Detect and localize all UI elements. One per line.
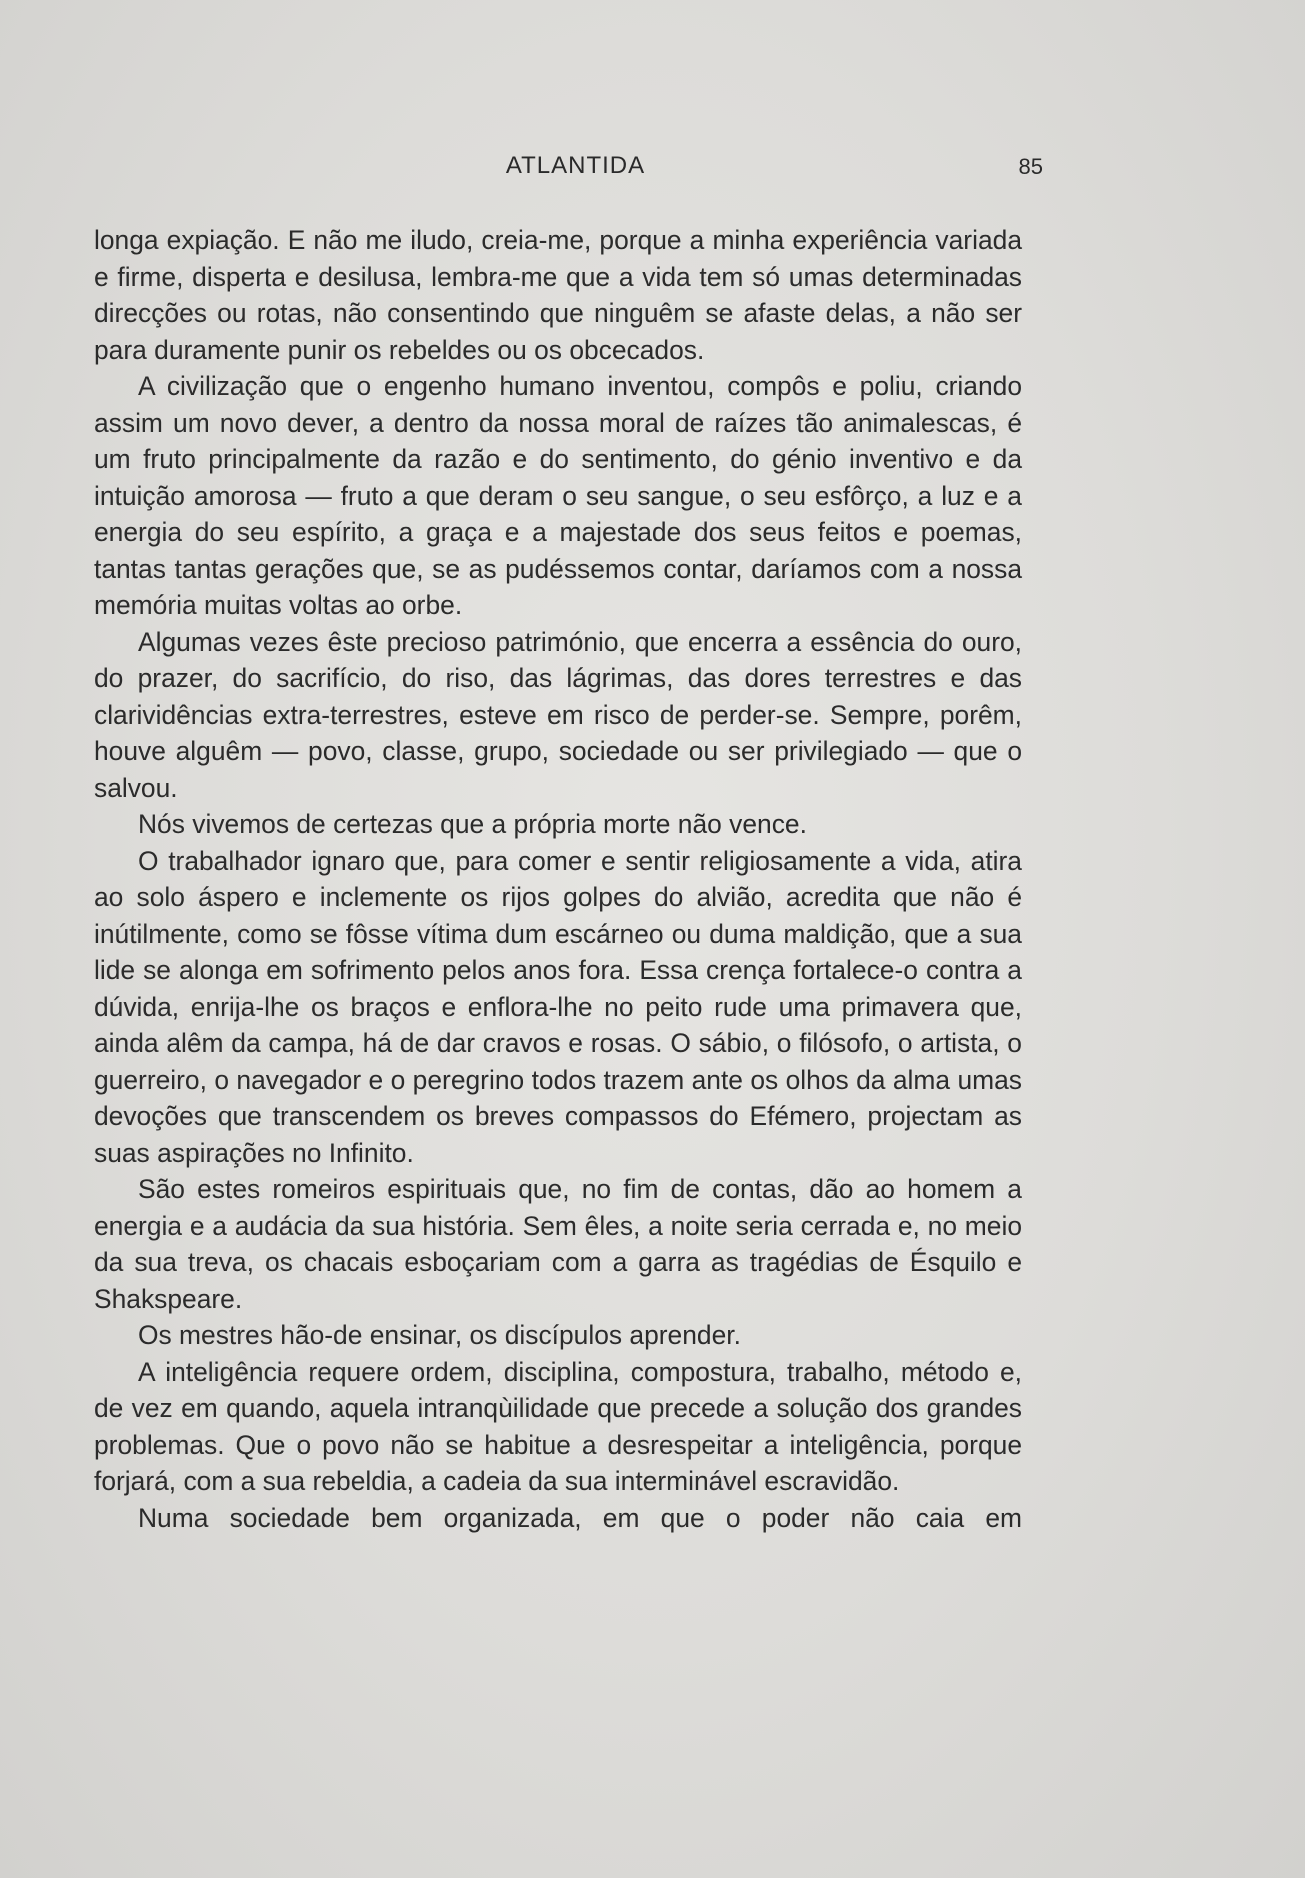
- running-header: [108, 152, 1043, 192]
- paragraph: Algumas vezes êste precioso património, que encerra a essência do ouro, do prazer, do sacrifício, do riso, das lágrimas, das dores terrestres e das clarividências extra-terrestres, esteve em risco de perder-se. Sempre, porêm, houve alguêm — povo, classe, grupo, sociedade ou ser privilegiado — que o salvou.: [94, 626, 1022, 803]
- paragraph: Os mestres hão-de ensinar, os discípulos aprender.: [138, 1320, 741, 1350]
- header-title: ATLANTIDA: [505, 152, 646, 179]
- paragraph: A civilização que o engenho humano inventou, compôs e poliu, criando assim um novo dever, a dentro da nossa moral de raízes tão animalescas, é um fruto principalmente da razão e do sentimento, do génio inventivo e da intuição amorosa — fruto a que deram o seu sangue, o seu esfôrço, a luz e a energia do seu espírito, a graça e a majestade dos seus feitos e poemas, tantas tantas gerações que, se as pudéssemos contar, daríamos com a nossa memória muitas voltas ao orbe.: [94, 371, 1022, 620]
- paragraph: longa expiação. E não me iludo, creia-me, porque a minha experiência variada e firme, disperta e desilusa, lembra-me que a vida tem só umas determinadas direcções ou rotas, não consentindo que ninguêm se afaste delas, a não ser para duramente punir os rebeldes ou os obcecados.: [94, 225, 1022, 365]
- paragraph: Nós vivemos de certezas que a própria morte não vence.: [138, 809, 807, 839]
- paragraph: São estes romeiros espirituais que, no fim de contas, dão ao homem a energia e a audácia da sua história. Sem êles, a noite seria cerrada e, no meio da sua treva, os chacais esboçariam com a garra as tragédias de Ésquilo e Shakspeare.: [94, 1174, 1022, 1314]
- body-text: [94, 222, 1022, 1536]
- paragraph: A inteligência requere ordem, disciplina, compostura, trabalho, método e, de vez em quando, aquela intranqùilidade que precede a solução dos grandes problemas. Que o povo não se habitue a desrespeitar a inteligência, porque forjará, com a sua rebeldia, a cadeia da sua interminável escravidão.: [94, 1356, 1022, 1496]
- page-number: 85: [1018, 154, 1043, 179]
- paragraph: O trabalhador ignaro que, para comer e sentir religiosamente a vida, atira ao solo áspero e inclemente os rijos golpes do alvião, acredita que não é inútilmente, como se fôsse vítima dum escárneo ou duma maldição, que a sua lide se alonga em sofrimento pelos anos fora. Essa crença fortalece-o contra a dúvida, enrija-lhe os braços e enflora-lhe no peito rude uma primavera que, ainda alêm da campa, há de dar cravos e rosas. O sábio, o filósofo, o artista, o guerreiro, o navegador e o peregrino todos trazem ante os olhos da alma umas devoções que transcendem os breves compassos do Efémero, projectam as suas aspirações no Infinito.: [94, 845, 1022, 1168]
- paragraph: Numa sociedade bem organizada, em que o poder não caia em: [138, 1502, 1022, 1533]
